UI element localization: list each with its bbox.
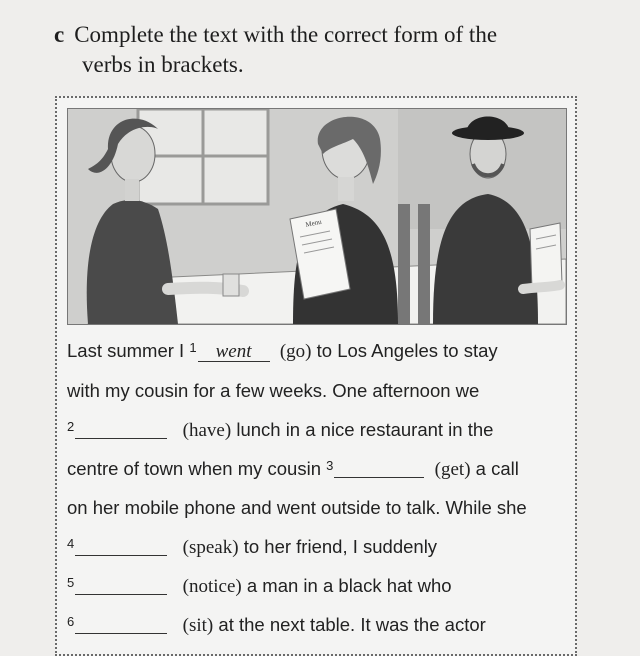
- text-line-2: with my cousin for a few weeks. One afternoon we: [67, 380, 480, 401]
- exercise-instruction: [54, 20, 594, 80]
- text-line-5: on her mobile phone and went outside to talk. While she: [67, 497, 527, 518]
- text-line-8: $^6$ (sit) at the next table. It was the actor: [67, 614, 486, 636]
- blank-3[interactable]: [334, 459, 424, 478]
- blank-2[interactable]: [75, 420, 167, 439]
- menu-text: Menu: [304, 217, 323, 229]
- text-line-4: centre of town when my cousin $^3$ (get) a call: [67, 458, 519, 480]
- restaurant-illustration: [67, 108, 567, 325]
- text-line-6: $^4$ (speak) to her friend, I suddenly: [67, 536, 438, 558]
- answer-1: went: [198, 343, 270, 362]
- text-line-1: Last summer I $^1$ went (go) to Los Angeles to stay: [67, 340, 498, 362]
- exercise-letter: c: [54, 22, 65, 47]
- exercise-box: [55, 96, 577, 656]
- restaurant-scene: [68, 109, 566, 324]
- instruction-line-1: Complete the text with the correct form of the: [74, 22, 498, 47]
- blank-6[interactable]: [75, 615, 167, 634]
- blank-5[interactable]: [75, 576, 167, 595]
- instruction-line-2: verbs in brackets.: [82, 52, 244, 77]
- blank-4[interactable]: [75, 537, 167, 556]
- text-line-3: $^2$ (have) lunch in a nice restaurant in the: [67, 419, 494, 441]
- bleed-through-text: [170, 2, 174, 22]
- text-line-7: $^5$ (notice) a man in a black hat who: [67, 575, 452, 597]
